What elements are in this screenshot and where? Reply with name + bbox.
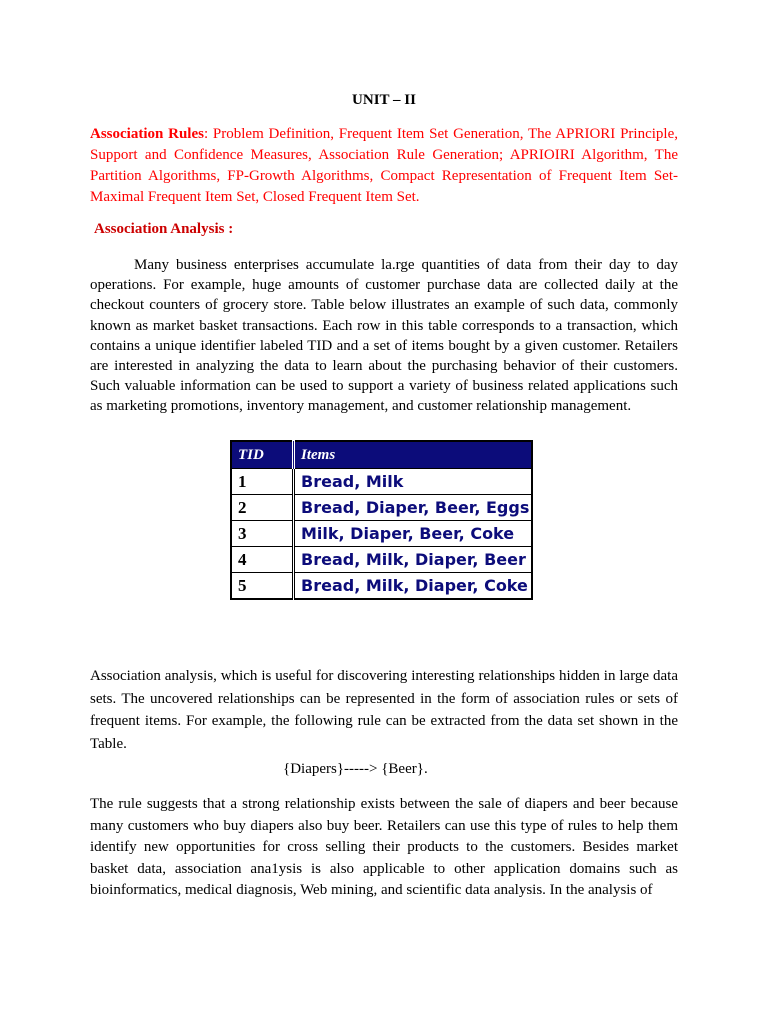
table-cell-tid: 1 [231, 469, 294, 495]
table-row [231, 469, 532, 495]
syllabus-block [90, 124, 678, 208]
example-rule: {Diapers}-----> {Beer}. [283, 761, 428, 777]
paragraph-rule-explanation-text: The rule suggests that a strong relationship exists between the sale of diapers and beer because many customers who buy diapers also buy beer. Retailers can use this type of rules to help them identify new opportunities for cross selling their products to the customers. Besides market basket data, association ana1ysis is also applicable to other application domains such as bioinformatics, medical diagnosis, Web mining, and scientific data analysis. In the analysis of [90, 796, 678, 898]
unit-title: UNIT – II [352, 92, 416, 108]
table-cell-items: Bread, Milk, Diaper, Coke [294, 573, 533, 600]
paragraph-association [90, 665, 678, 755]
table-cell-tid: 2 [231, 495, 294, 521]
table-cell-tid: 3 [231, 521, 294, 547]
table-cell-items: Milk, Diaper, Beer, Coke [294, 521, 533, 547]
paragraph-association-text: Association analysis, which is useful for discovering interesting relationships hidden in large data sets. The uncovered relationships can be represented in the form of association rules or sets of frequent items. For example, the following rule can be extracted from the data set shown in the Table. [90, 668, 678, 752]
table-header-tid: TID [231, 441, 294, 469]
table-header-row [231, 441, 532, 469]
table-cell-items: Bread, Milk [294, 469, 533, 495]
paragraph-intro [90, 255, 678, 417]
paragraph-rule-explanation [90, 794, 678, 902]
table-row [231, 495, 532, 521]
table-cell-tid: 4 [231, 547, 294, 573]
transactions-table [230, 440, 533, 600]
syllabus-text: : Problem Definition, Frequent Item Set Generation, The APRIORI Principle, Support and Confidence Measures, Association Rule Generation; APRIOIRI Algorithm, The Partition Algorithms, FP-Growth Algorithms, Compact Representation of Frequent Item Set- Maximal Frequent Item Set, Closed Frequent Item Set. [90, 126, 678, 205]
table-cell-items: Bread, Milk, Diaper, Beer [294, 547, 533, 573]
table-row [231, 521, 532, 547]
section-heading: Association Analysis : [94, 221, 234, 237]
table-row [231, 573, 532, 600]
table-cell-tid: 5 [231, 573, 294, 600]
table-cell-items: Bread, Diaper, Beer, Eggs [294, 495, 533, 521]
syllabus-lead: Association Rules [90, 126, 204, 142]
table-header-items: Items [294, 441, 533, 469]
table-row [231, 547, 532, 573]
paragraph-intro-text: Many business enterprises accumulate la.rge quantities of data from their day to day operations. For example, huge amounts of customer purchase data are collected daily at the checkout counters of grocery store. Table below illustrates an example of such data, commonly known as market basket transactions. Each row in this table corresponds to a transaction, which contains a unique identifier labeled TID and a set of items bought by a given customer. Retailers are interested in analyzing the data to learn about the purchasing behavior of their customers. Such valuable information can be used to support a variety of business related applications such as marketing promotions, inventory management, and customer relationship management. [90, 257, 678, 415]
